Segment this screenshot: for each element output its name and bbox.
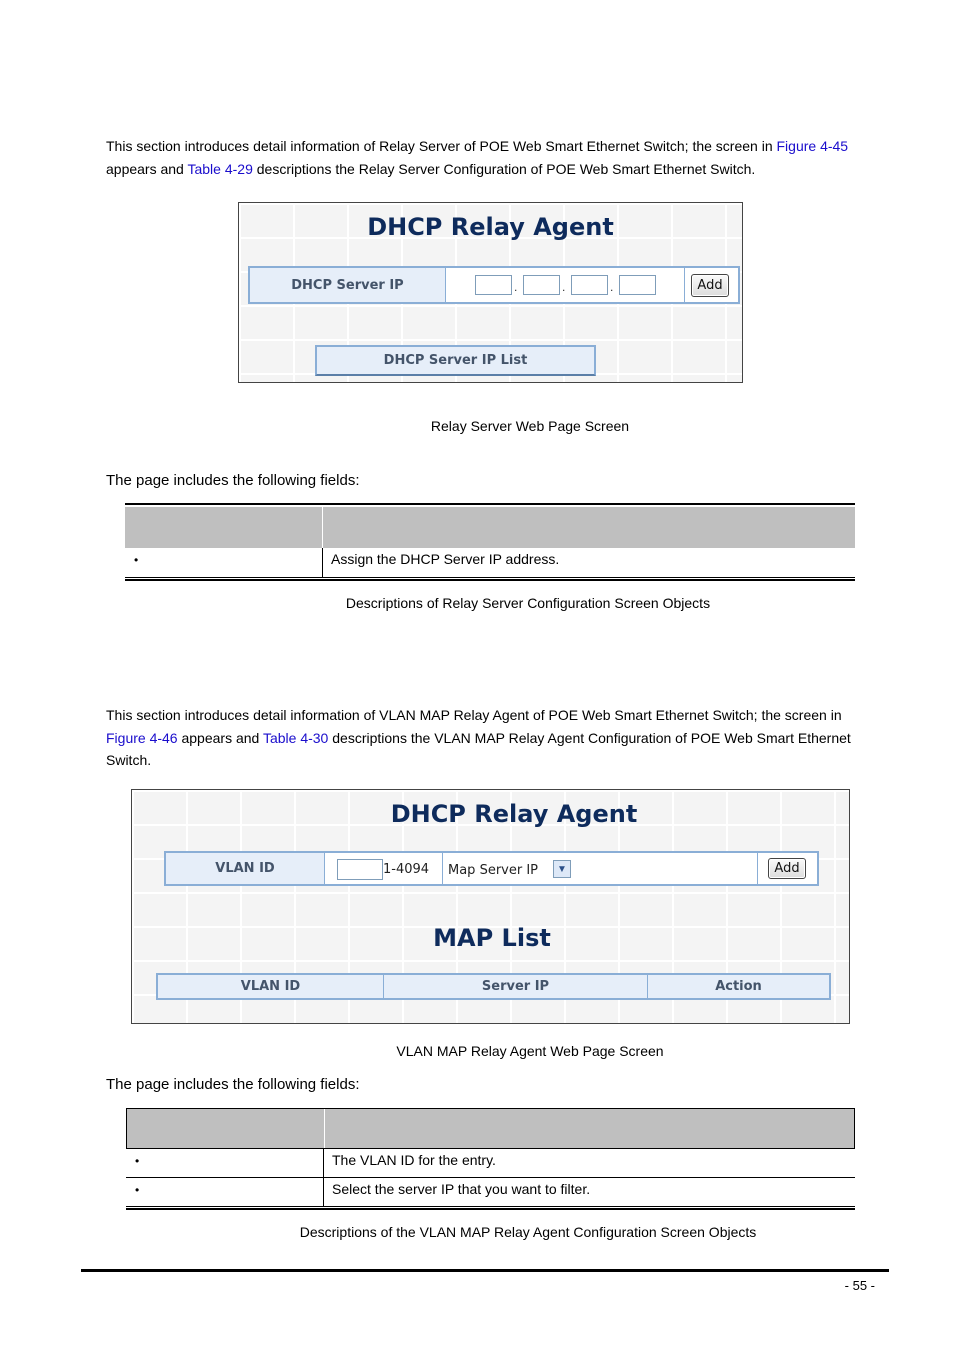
column-header-action: Action — [648, 975, 829, 998]
column-header-vlan-id: VLAN ID — [158, 975, 384, 998]
ip-octet-3-input[interactable] — [571, 275, 608, 295]
table-row — [126, 1149, 855, 1178]
ip-octet-2-input[interactable] — [523, 275, 560, 295]
table-header — [125, 507, 855, 548]
ip-separator-2: . — [562, 280, 566, 294]
fields-intro-1: The page includes the following fields: — [106, 472, 360, 489]
chevron-down-icon: ▼ — [557, 863, 567, 875]
table-4-30-link[interactable]: Table 4-30 — [262, 729, 329, 746]
ip-separator-3: . — [610, 280, 614, 294]
row-description: Select the server IP that you want to filter. — [332, 1181, 591, 1197]
section2-intro: This section introduces detail information of VLAN MAP Relay Agent of POE Web Smart Ethernet Switch; the screen in Figure 4-46 appears and Table 4-30 descriptions the VLAN MAP Relay Agent Configuration of POE Web Smart Ethernet Switch. — [106, 707, 851, 768]
map-server-ip-label: Map Server IP — [448, 863, 539, 878]
table-row — [125, 548, 855, 578]
ip-octet-4-input[interactable] — [619, 275, 656, 295]
figure-4-45-link[interactable]: Figure 4-45 — [776, 138, 849, 154]
row-description: Assign the DHCP Server IP address. — [331, 551, 560, 567]
table-header — [126, 1108, 855, 1149]
row-bullet: • — [135, 1183, 140, 1197]
footer-rule — [81, 1269, 889, 1272]
relay-server-fields-table — [125, 503, 855, 583]
add-button[interactable]: Add — [691, 274, 729, 297]
table-caption-2: Descriptions of the VLAN MAP Relay Agent Configuration Screen Objects — [299, 1224, 757, 1240]
figure-caption-1: Relay Server Web Page Screen — [430, 418, 630, 434]
table-top-rule — [125, 503, 855, 505]
map-list-header — [156, 973, 831, 1000]
relay-server-screenshot — [238, 202, 743, 383]
add-button-2[interactable]: Add — [768, 858, 806, 879]
table-bottom-rule — [125, 579, 855, 581]
column-header-server-ip: Server IP — [384, 975, 648, 998]
vlan-map-relay-screenshot — [131, 789, 850, 1024]
dhcp-relay-agent-title-2: DHCP Relay Agent — [390, 800, 638, 828]
table-4-29-link[interactable]: Table 4-29 — [187, 160, 253, 177]
table-bottom-rule — [126, 1208, 855, 1210]
dhcp-server-ip-list-button[interactable]: DHCP Server IP List — [315, 345, 596, 376]
map-list-title: MAP List — [433, 924, 551, 952]
vlan-range-hint: 1-4094 — [383, 862, 430, 877]
vlan-map-fields-table — [126, 1108, 855, 1214]
page-number: - 55 - — [844, 1278, 875, 1293]
vlan-id-label: VLAN ID — [166, 853, 325, 884]
fields-intro-2: The page includes the following fields: — [106, 1076, 360, 1093]
figure-caption-2: VLAN MAP Relay Agent Web Page Screen — [396, 1043, 664, 1059]
row-bullet: • — [134, 553, 139, 567]
figure-4-46-link[interactable]: Figure 4-46 — [106, 729, 178, 746]
row-bullet: • — [135, 1154, 140, 1168]
row-divider — [684, 268, 685, 302]
vlan-map-row — [164, 851, 819, 886]
vlan-id-input[interactable] — [337, 859, 383, 880]
table-caption-1: Descriptions of Relay Server Configuration Screen Objects — [345, 595, 711, 611]
dhcp-server-ip-label: DHCP Server IP — [250, 268, 446, 302]
row-divider — [442, 853, 443, 884]
ip-separator-1: . — [514, 280, 518, 294]
row-description: The VLAN ID for the entry. — [332, 1152, 496, 1168]
section1-intro: This section introduces detail information of Relay Server of POE Web Smart Ethernet Switch; the screen in Figure 4-45 appears and Table 4-29 descriptions the Relay Server Configuration of POE Web Smart Ethernet Switch. — [106, 138, 849, 177]
map-server-ip-select[interactable] — [553, 860, 571, 878]
table-row — [126, 1178, 855, 1207]
row-divider — [757, 853, 758, 884]
dhcp-server-ip-row — [248, 266, 740, 304]
dhcp-relay-agent-title: DHCP Relay Agent — [367, 213, 614, 241]
ip-octet-1-input[interactable] — [475, 275, 512, 295]
